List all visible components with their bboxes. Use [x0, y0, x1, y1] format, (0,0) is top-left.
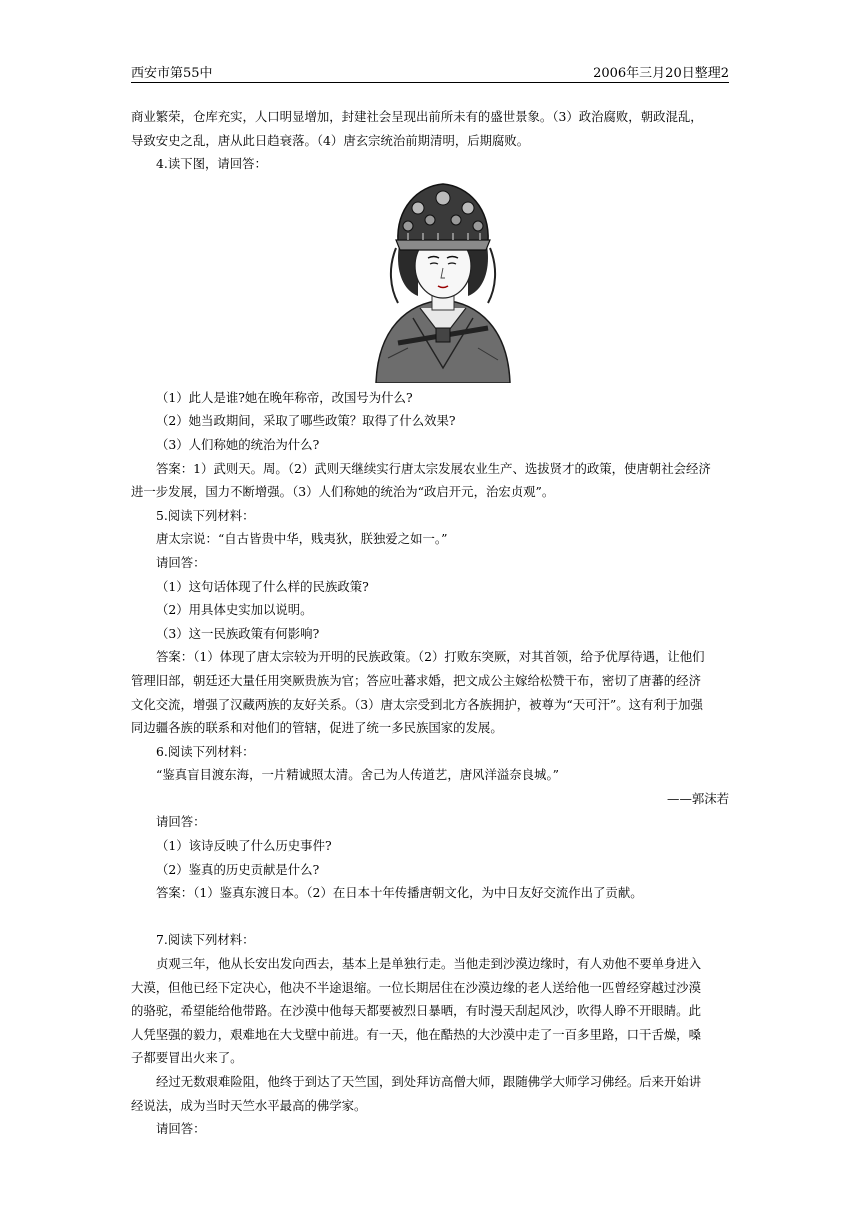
q6-ask: 请回答：: [156, 814, 206, 830]
q5-sub-question: （3）这一民族政策有何影响?: [156, 625, 320, 641]
q7-ask: 请回答：: [156, 1121, 206, 1137]
header-school: 西安市第55中: [131, 66, 213, 81]
q6-title: 6.阅读下列材料：: [156, 743, 255, 759]
q5-title: 5.阅读下列材料：: [156, 507, 255, 523]
q4-sub-question: （3）人们称她的统治为什么?: [156, 436, 320, 452]
q4-answer-line: 进一步发展，国力不断增强。（3）人们称她的统治为“政启开元，治宏贞观”。: [131, 484, 555, 500]
q5-sub-question: （2）用具体史实加以说明。: [156, 602, 313, 618]
empress-portrait-icon: [368, 178, 518, 383]
q7-material-line: 的骆驼，希望能给他带路。在沙漠中他每天都要被烈日暴晒，有时漫天刮起风沙，吹得人睁不开眼睛。此: [131, 1003, 701, 1019]
q5-material: 唐太宗说：“自古皆贵中华，贱夷狄，朕独爱之如一。”: [156, 531, 448, 547]
q7-material-line: 子都要冒出火来了。: [131, 1050, 243, 1066]
document-body: [131, 105, 729, 1141]
q7-material-line: 经过无数艰难险阻，他终于到达了天竺国，到处拜访高僧大师，跟随佛学大师学习佛经。后来开始讲: [156, 1074, 702, 1089]
q4-sub-question: （1）此人是谁?她在晚年称帝，改国号为什么?: [156, 389, 413, 405]
q5-answer-line: 文化交流，增强了汉藏两族的友好关系。（3）唐太宗受到北方各族拥护，被尊为“天可汗”。这有利于加强: [131, 696, 703, 712]
blank-line: [131, 905, 729, 929]
q6-sub-question: （2）鉴真的历史贡献是什么?: [156, 861, 320, 877]
q5-sub-question: （1）这句话体现了什么样的民族政策?: [156, 578, 369, 594]
q5-answer-line: 管理旧部，朝廷还大量任用突厥贵族为官；答应吐蕃求婚，把文成公主嫁给松赞干布，密切了唐蕃的经济: [131, 672, 701, 688]
q7-material-line: 贞观三年，他从长安出发向西去，基本上是单独行走。当他走到沙漠边缘时，有人劝他不要单身进入: [156, 956, 702, 972]
q7-title: 7.阅读下列材料：: [156, 932, 255, 948]
q7-material-line: 经说法，成为当时天竺水平最高的佛学家。: [131, 1097, 367, 1113]
q6-poem: “鉴真盲目渡东海，一片精诚照太清。舍己为人传道艺，唐风洋溢奈良城。”: [156, 767, 559, 783]
q6-sub-question: （1）该诗反映了什么历史事件?: [156, 838, 332, 854]
q4-sub-question: （2）她当政期间，采取了哪些政策？取得了什么效果?: [156, 413, 456, 429]
page-header: [131, 62, 729, 83]
q4-answer-line: 答案：1）武则天。周。（2）武则天继续实行唐太宗发展农业生产、选拔贤才的政策，使唐朝社会经济: [156, 460, 711, 476]
q4-title: 4.读下图，请回答：: [156, 156, 267, 172]
q4-figure: [131, 176, 729, 386]
q6-answer: 答案：（1）鉴真东渡日本。（2）在日本十年传播唐朝文化，为中日友好交流作出了贡献。: [156, 885, 643, 901]
q3-answer-line: 商业繁荣，仓库充实，人口明显增加，封建社会呈现出前所未有的盛世景象。（3）政治腐败，朝政混乱，: [131, 109, 703, 124]
q6-poem-author: ——郭沫若: [667, 790, 729, 806]
q7-material-line: 大漠，但他已经下定决心，他决不半途退缩。一位长期居住在沙漠边缘的老人送给他一匹曾经穿越过沙漠: [131, 979, 701, 995]
q5-ask: 请回答：: [156, 554, 206, 570]
header-date: 2006年三月20日整理2: [593, 66, 729, 81]
q3-answer-line: 导致安史之乱，唐从此日趋衰落。（4）唐玄宗统治前期清明，后期腐败。: [131, 132, 530, 148]
q7-material-line: 人凭坚强的毅力，艰难地在大戈壁中前进。有一天，他在酷热的大沙漠中走了一百多里路，口干舌燥，嗓: [131, 1026, 701, 1042]
q5-answer-line: 同边疆各族的联系和对他们的管辖，促进了统一多民族国家的发展。: [131, 720, 503, 736]
q5-answer-line: 答案：（1）体现了唐太宗较为开明的民族政策。（2）打败东突厥，对其首领，给予优厚待遇，让他们: [156, 649, 705, 665]
